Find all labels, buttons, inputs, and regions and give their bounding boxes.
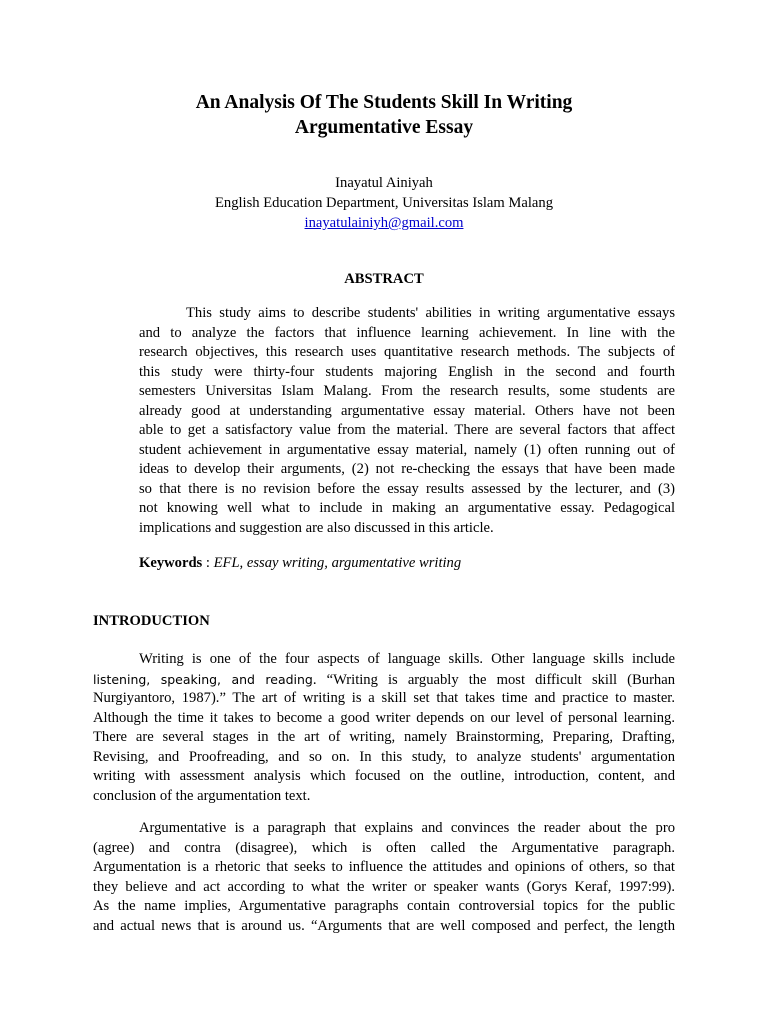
paragraph-line-rest: . “Writing is arguably the most difficult skill (Burhan	[312, 671, 675, 688]
author-block	[90, 173, 678, 233]
abstract-line: able to get a satisfactory value from the material. There are several factors that affect	[139, 422, 675, 438]
introduction-paragraph-2	[93, 819, 675, 936]
paragraph-line: writing with assessment analysis which focused on the outline, introduction, content, and	[93, 768, 675, 784]
introduction-paragraph-1	[93, 650, 675, 806]
paragraph-line: (agree) and contra (disagree), which is often called the Argumentative paragraph.	[93, 839, 675, 856]
abstract-line: so that there is no revision before the essay results assessed by the lecturer, and (3)	[139, 480, 675, 497]
abstract-body	[139, 304, 675, 538]
keywords-line	[139, 553, 461, 573]
abstract-line: and to analyze the factors that influence learning achievement. In line with the	[139, 324, 675, 341]
author-email-link[interactable]: inayatulainiyh@gmail.com	[304, 215, 464, 231]
paragraph-line	[93, 670, 675, 690]
abstract-line: semesters Universitas Islam Malang. From the research results, some students are	[139, 383, 675, 399]
title-line-2: Argumentative Essay	[294, 117, 474, 138]
abstract-line: ideas to develop their arguments, (2) not re-checking the essays that have been made	[139, 461, 675, 477]
abstract-line: student achievement in argumentative essay material, namely (1) often running out of	[139, 441, 675, 458]
paragraph-line: Nurgiyantoro, 1987).” The art of writing is a skill set that takes time and practice to master.	[93, 690, 675, 706]
paper-title	[90, 90, 678, 140]
introduction-heading: INTRODUCTION	[93, 613, 210, 629]
paragraph-line: Argumentation is a rhetoric that seeks to influence the attitudes and opinions of others, so that	[93, 859, 675, 875]
paragraph-line: they believe and act according to what the writer or speaker wants (Gorys Keraf, 1997:99).	[93, 878, 675, 895]
paragraph-line: Writing is one of the four aspects of language skills. Other language skills include	[139, 651, 675, 667]
abstract-line: implications and suggestion are also discussed in this article.	[139, 519, 494, 536]
paragraph-line: and actual news that is around us. “Arguments that are well composed and perfect, the length	[93, 917, 675, 934]
keywords-label: Keywords	[139, 555, 203, 571]
paragraph-line: Although the time it takes to become a good writer depends on our level of personal learning.	[93, 709, 675, 726]
abstract-line: research objectives, this research uses quantitative research methods. The subjects of	[139, 344, 675, 360]
title-line-1: An Analysis Of The Students Skill In Writing	[195, 92, 573, 113]
abstract-line: this study were thirty-four students majoring English in the second and fourth	[139, 363, 675, 380]
paragraph-line: As the name implies, Argumentative paragraphs contain controversial topics for the public	[93, 898, 675, 914]
keywords-list: EFL, essay writing, argumentative writing	[213, 555, 462, 571]
skills-list-text: listening, speaking, and reading	[93, 671, 313, 687]
paragraph-line: Revising, and Proofreading, and so on. In this study, to analyze students' argumentation	[93, 748, 675, 765]
abstract-heading: ABSTRACT	[344, 271, 424, 287]
abstract-line: already good at understanding argumentative essay material. Others have not been	[139, 402, 675, 419]
author-name: Inayatul Ainiyah	[335, 175, 433, 191]
keywords-separator: :	[202, 555, 214, 571]
abstract-line: not knowing well what to include in making an argumentative essay. Pedagogical	[139, 500, 675, 516]
author-affiliation: English Education Department, Universitas Islam Malang	[214, 195, 553, 211]
paragraph-line: Argumentative is a paragraph that explains and convinces the reader about the pro	[139, 820, 675, 836]
abstract-line: This study aims to describe students' abilities in writing argumentative essays	[186, 305, 675, 321]
paragraph-line: conclusion of the argumentation text.	[93, 787, 311, 804]
paragraph-line: There are several stages in the art of writing, namely Brainstorming, Preparing, Drafting,	[93, 729, 675, 745]
